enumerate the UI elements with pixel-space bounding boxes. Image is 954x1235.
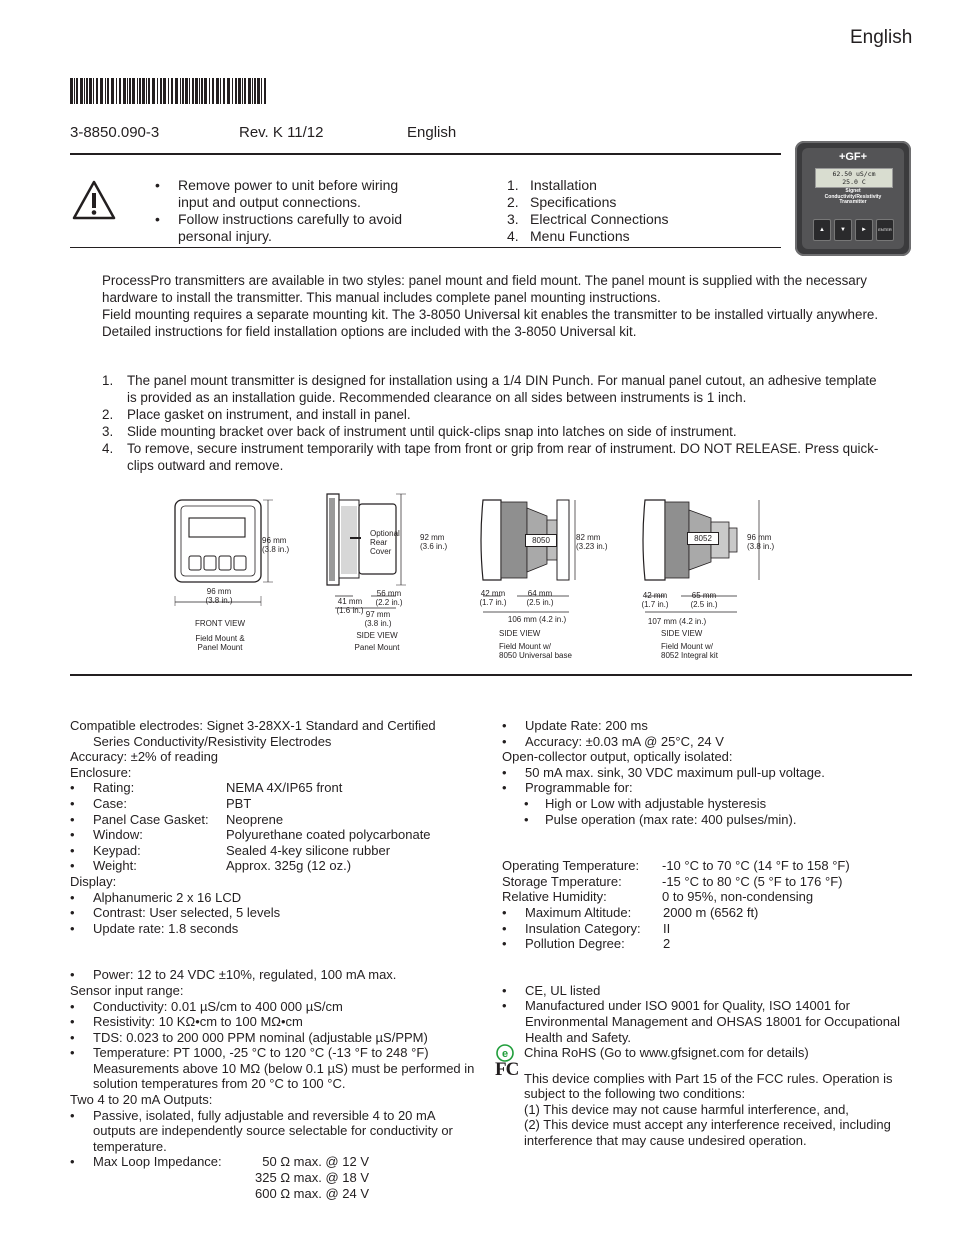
toc-label: Specifications xyxy=(530,194,617,210)
step-item xyxy=(69,423,884,440)
toc-number: 4. xyxy=(507,228,519,244)
revision: Rev. K 11/12 xyxy=(239,124,324,141)
dimension-label: (3.8 in.) xyxy=(747,542,775,551)
dimension-label: (3.6 in.) xyxy=(420,542,448,551)
spec-row: • Keypad: Sealed 4-key silicone rubber xyxy=(70,843,478,859)
dimension-label: (3.8 in.) xyxy=(262,545,290,554)
spec-row: • 50 mA max. sink, 30 VDC maximum pull-up voltage. xyxy=(502,765,912,781)
side-view-title: SIDE VIEW xyxy=(661,629,703,638)
barcode xyxy=(70,78,268,104)
model-8052-label: 8052 xyxy=(687,532,719,545)
spec-row: • Weight: Approx. 325g (12 oz.) xyxy=(70,858,478,874)
spec-row: • Conductivity: 0.01 µS/cm to 400 000 µS/cm xyxy=(70,999,478,1015)
front-view-title: FRONT VIEW xyxy=(194,619,246,628)
view-caption: Field Mount w/ xyxy=(499,642,552,651)
spec-row: • Pulse operation (max rate: 400 pulses/min). xyxy=(502,812,912,828)
spec-row: • Update rate: 1.8 seconds xyxy=(70,921,478,937)
spec-row: • Insulation Category: II xyxy=(502,921,912,937)
step-item xyxy=(69,372,884,406)
warning-item: • Remove power to unit before wiring input and output connections. xyxy=(155,177,415,211)
spec-text: Compatible electrodes: Signet 3-28XX-1 Standard and Certified xyxy=(70,718,436,733)
dimension-label: (3.8 in.) xyxy=(205,596,233,605)
dimension-label: (2.2 in.) xyxy=(375,598,403,607)
spec-heading: Display: xyxy=(70,873,117,889)
spec-row: Relative Humidity: 0 to 95%, non-condensing xyxy=(502,889,814,905)
step-number: 1. xyxy=(102,373,114,388)
spec-row: • Pollution Degree: 2 xyxy=(502,936,912,952)
toc-item[interactable] xyxy=(507,177,669,194)
view-caption: Field Mount & xyxy=(195,634,245,643)
enter-key[interactable]: ENTER xyxy=(876,219,894,241)
view-caption: Panel Mount xyxy=(197,643,243,652)
spec-row: • Power: 12 to 24 VDC ±10%, regulated, 100 mA max. xyxy=(70,967,478,983)
toc-label: Installation xyxy=(530,177,597,193)
dimension-label: 96 mm xyxy=(206,587,232,596)
toc-item[interactable] xyxy=(507,194,669,211)
right-key[interactable]: ► xyxy=(855,219,873,241)
warning-list xyxy=(155,177,415,245)
toc-number: 3. xyxy=(507,211,519,227)
svg-text:e: e xyxy=(501,1048,509,1061)
toc-label: Menu Functions xyxy=(530,228,630,244)
spec-row: • Resistivity: 10 KΩ•cm to 100 MΩ•cm xyxy=(70,1014,478,1030)
fcc-block xyxy=(495,1058,912,1149)
dimension-label: (2.5 in.) xyxy=(526,598,554,607)
drawing-label: Cover xyxy=(370,547,392,556)
step-text: Place gasket on instrument, and install in panel. xyxy=(127,407,411,422)
spec-row: • Panel Case Gasket: Neoprene xyxy=(70,812,478,828)
toc-number: 2. xyxy=(507,194,519,210)
spec-value: 325 Ω max. @ 18 V xyxy=(255,1170,369,1186)
section-rule xyxy=(70,674,912,676)
spec-value: 600 Ω max. @ 24 V xyxy=(255,1185,369,1201)
gf-logo: +GF+ xyxy=(838,151,868,163)
spec-row: Storage Tmperature: -15 °C to 80 °C (5 °F to 176 °F) xyxy=(502,873,843,889)
dimension-label: (3.8 in.) xyxy=(364,619,392,628)
spec-row: • Accuracy: ±0.03 mA @ 25°C, 24 V xyxy=(502,734,912,750)
lcd-line-2: 25.0 C xyxy=(842,178,866,186)
view-caption: 8050 Universal base xyxy=(499,651,572,660)
spec-text: Accuracy: ±2% of reading xyxy=(70,749,219,765)
step-text: To remove, secure instrument temporarily with tape from front or grip from rear of instrument. DO NOT RELEASE. Press quick-clips outward and remove. xyxy=(127,441,879,473)
device-name: Conductivity/Resistivity xyxy=(824,193,882,200)
fcc-logo: FC xyxy=(495,1058,519,1080)
toc-label: Electrical Connections xyxy=(530,211,669,227)
spec-text: Series Conductivity/Resistivity Electrodes xyxy=(93,733,332,749)
toc-number: 1. xyxy=(507,177,519,193)
dimension-label: 97 mm xyxy=(365,610,391,619)
spec-row: • TDS: 0.023 to 200 000 PPM nominal (adjustable µS/PPM) xyxy=(70,1030,478,1046)
spec-row: • Rating: NEMA 4X/IP65 front xyxy=(70,780,478,796)
device-name: Transmitter xyxy=(839,199,867,205)
fcc-text: This device complies with Part 15 of the FCC rules. Operation is subject to the following two conditions: xyxy=(524,1070,893,1102)
spec-row: • Manufactured under ISO 9001 for Quality, ISO 14001 for Environmental Management and OHSAS 18001 for Occupational Health and Safety. xyxy=(502,998,912,1045)
transmitter-image xyxy=(795,141,911,256)
up-key[interactable]: ▲ xyxy=(813,219,831,241)
spec-row: • Programmable for: xyxy=(502,780,912,796)
dimension-label: 41 mm xyxy=(337,597,363,606)
specs-right xyxy=(495,718,912,1149)
document-language: English xyxy=(407,124,457,141)
spec-row: • Case: PBT xyxy=(70,796,478,812)
spec-row: • Passive, isolated, fully adjustable and reversible 4 to 20 mA outputs are independently source selectable for conductivity or temperature. xyxy=(70,1108,478,1155)
dimension-label: (2.5 in.) xyxy=(690,600,718,609)
drawing-label: Optional xyxy=(370,529,400,538)
view-caption: Field Mount w/ xyxy=(661,642,714,651)
dimension-label: 106 mm (4.2 in.) xyxy=(507,615,567,624)
drawing-label: Rear xyxy=(370,538,388,547)
spec-row: • High or Low with adjustable hysteresis xyxy=(502,796,912,812)
dimension-label: 96 mm xyxy=(262,536,287,545)
part-number: 3-8850.090-3 xyxy=(70,124,160,141)
intro-paragraph: ProcessPro transmitters are available in two styles: panel mount and field mount. The panel mount is supplied with the necessary hardware to install the transmitter. This manual includes complete panel mounting instructions. xyxy=(102,273,867,305)
spec-heading: Two 4 to 20 mA Outputs: xyxy=(70,1092,213,1108)
side-view-title: SIDE VIEW xyxy=(356,631,398,640)
step-number: 4. xyxy=(102,441,114,456)
spec-row: • Contrast: User selected, 5 levels xyxy=(70,905,478,921)
toc-item[interactable] xyxy=(507,228,669,245)
spec-row: • CE, UL listed xyxy=(502,983,912,999)
dimension-label: 65 mm xyxy=(691,591,717,600)
warning-icon xyxy=(72,180,116,220)
lcd-display xyxy=(815,168,893,188)
intro-paragraph: Field mounting requires a separate mounting kit. The 3-8050 Universal kit enables the transmitter to be installed virtually anywhere. Detailed instructions for field installation options are included with the 3-8050 Universal kit. xyxy=(102,307,879,339)
toc-item[interactable] xyxy=(507,211,669,228)
spec-heading: Enclosure: xyxy=(70,764,132,780)
device-name: Signet xyxy=(845,188,861,194)
dimension-label: (1.7 in.) xyxy=(641,600,669,609)
intro-text xyxy=(102,272,917,340)
down-key[interactable]: ▼ xyxy=(834,219,852,241)
spec-row: • Window: Polyurethane coated polycarbonate xyxy=(70,827,478,843)
dimension-label: (1.6 in.) xyxy=(336,606,364,615)
view-caption: Panel Mount xyxy=(354,643,400,652)
dimension-label: 92 mm xyxy=(420,533,445,542)
dimension-label: 56 mm xyxy=(376,589,402,598)
spec-heading: Open-collector output, optically isolated: xyxy=(502,749,733,765)
spec-row: • Max Loop Impedance: 50 Ω max. @ 12 V xyxy=(70,1154,478,1170)
header-rule xyxy=(70,153,781,155)
step-item xyxy=(69,406,884,423)
installation-steps xyxy=(69,372,884,474)
side-view-title: SIDE VIEW xyxy=(499,629,541,638)
step-number: 2. xyxy=(102,407,114,422)
model-8050-label: 8050 xyxy=(525,534,557,547)
dimension-label: 82 mm xyxy=(576,533,601,542)
specs-left xyxy=(70,718,478,1201)
dimension-label: 107 mm (4.2 in.) xyxy=(647,617,707,626)
spec-row: Operating Temperature: -10 °C to 70 °C (14 °F to 158 °F) xyxy=(502,858,850,874)
dimension-label: 96 mm xyxy=(747,533,772,542)
fcc-text: (1) This device may not cause harmful interference, and, xyxy=(524,1101,849,1117)
lcd-line-1: 62.50 uS/cm xyxy=(832,170,876,178)
step-text: The panel mount transmitter is designed for installation using a 1/4 DIN Punch. For manual panel cutout, an adhesive template is provided as an installation guide. Recommended clearance on all sides between instruments is 1 inch. xyxy=(127,373,877,405)
step-number: 3. xyxy=(102,424,114,439)
spec-heading: Sensor input range: xyxy=(70,982,184,998)
dimension-label: (3.23 in.) xyxy=(576,542,608,551)
spec-row: • Maximum Altitude: 2000 m (6562 ft) xyxy=(502,905,912,921)
dimension-label: 42 mm xyxy=(642,591,668,600)
language-label: English xyxy=(850,27,913,48)
fcc-text: (2) This device must accept any interference received, including interference that may cause undesired operation. xyxy=(524,1117,891,1149)
dimension-label: 42 mm xyxy=(480,589,506,598)
step-text: Slide mounting bracket over back of instrument until quick-clips snap into latches on side of instrument. xyxy=(127,424,737,439)
spec-row: • Temperature: PT 1000, -25 °C to 120 °C (-13 °F to 248 °F) Measurements above 10 MΩ (below 0.1 µS) must be performed in solution temperatures from 20 °C to 100 °C. xyxy=(70,1045,478,1092)
spec-row: • Update Rate: 200 ms xyxy=(502,718,912,734)
dimension-label: (1.7 in.) xyxy=(479,598,507,607)
dimension-label: 64 mm xyxy=(527,589,553,598)
spec-row: • Alphanumeric 2 x 16 LCD xyxy=(70,890,478,906)
table-of-contents xyxy=(507,177,669,245)
rohs-row: e China RoHS (Go to www.gfsignet.com for details) xyxy=(502,1045,912,1061)
view-caption: 8052 Integral kit xyxy=(661,651,718,660)
warning-rule xyxy=(70,247,781,248)
warning-item: • Follow instructions carefully to avoid personal injury. xyxy=(155,211,415,245)
step-item xyxy=(69,440,884,474)
